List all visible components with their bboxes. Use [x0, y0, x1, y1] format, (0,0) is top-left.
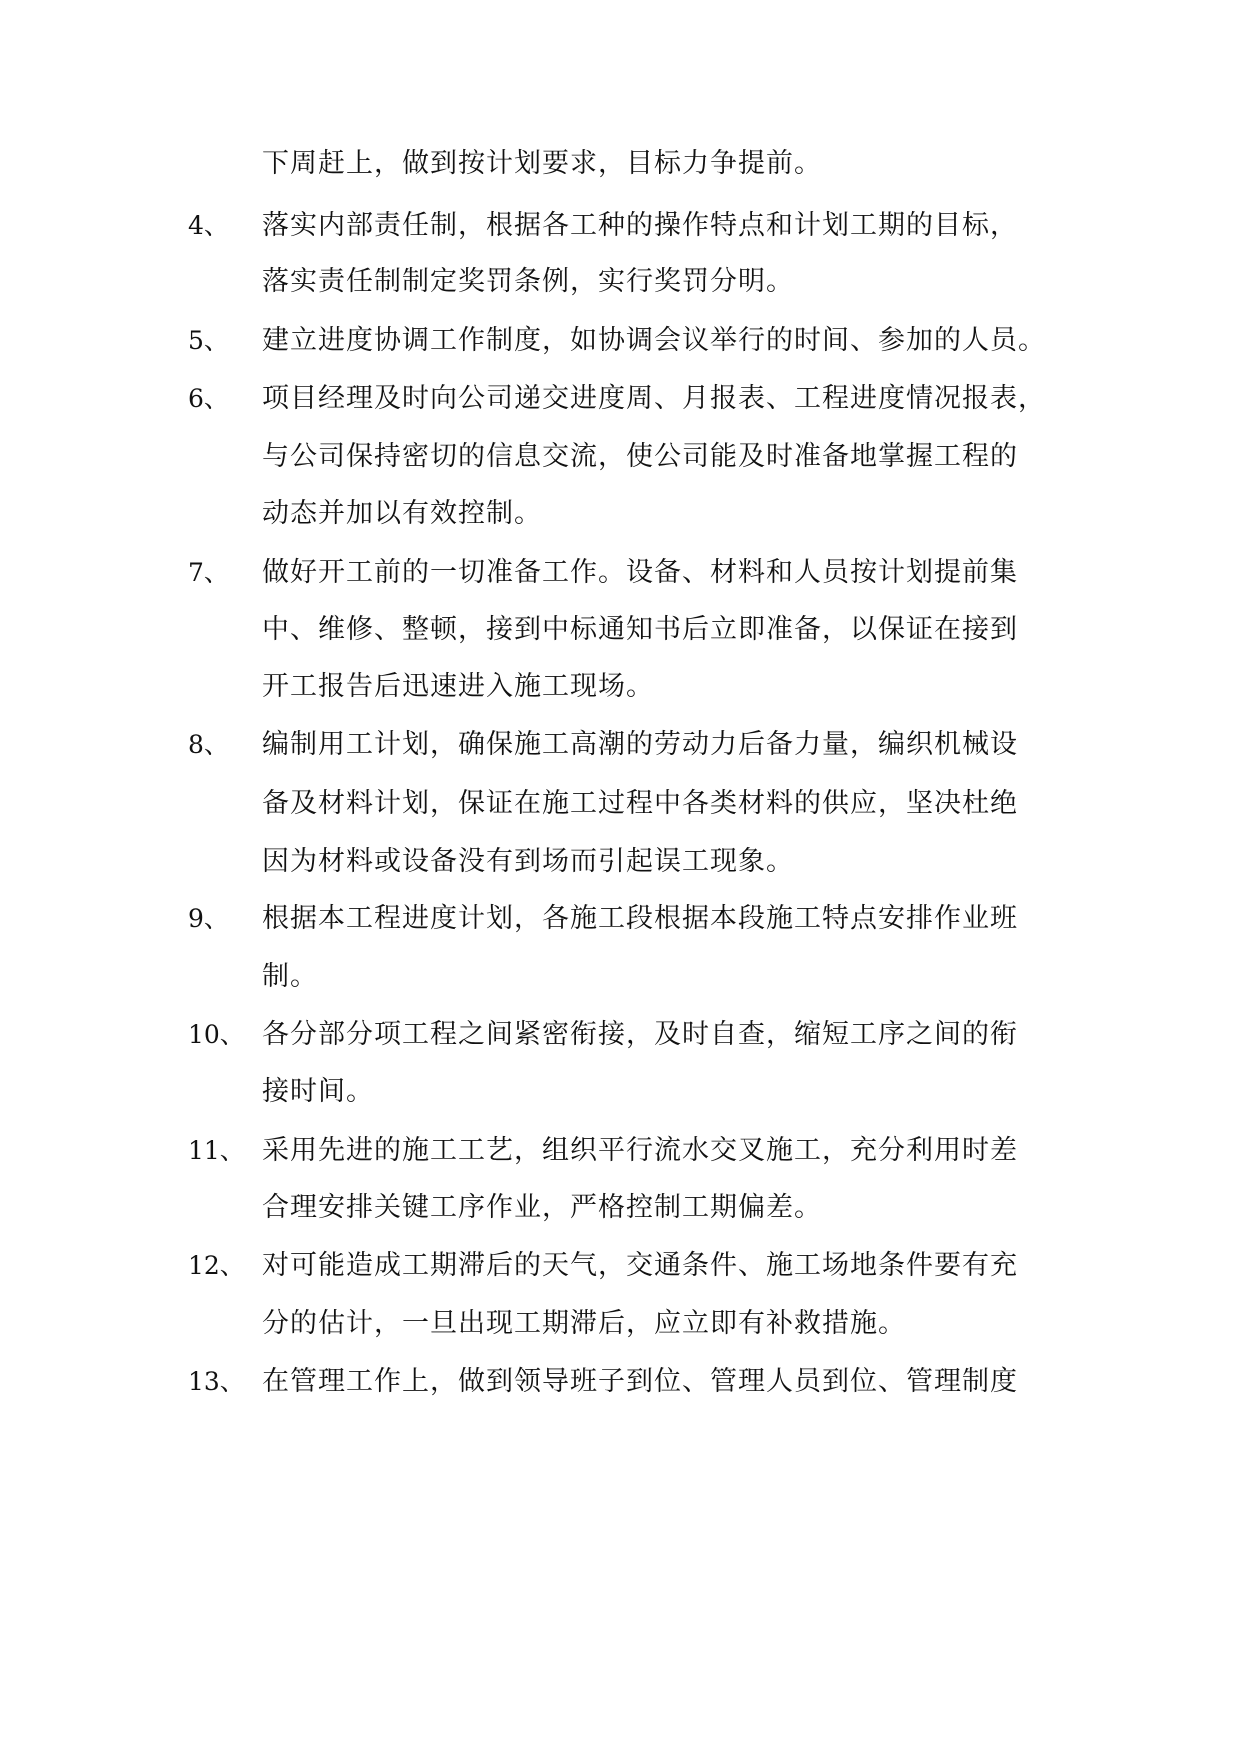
text-line: 落实责任制制定奖罚条例，实行奖罚分明。	[262, 266, 794, 297]
item-number: 9、	[188, 904, 229, 933]
text-line: 制。	[262, 961, 318, 992]
item-number: 7、	[188, 558, 229, 587]
text-line: 落实内部责任制，根据各工种的操作特点和计划工期的目标，	[262, 210, 1018, 241]
item-number: 5、	[188, 326, 229, 355]
text-line: 开工报告后迅速进入施工现场。	[262, 671, 654, 702]
item-number: 10、	[188, 1020, 245, 1049]
text-line: 做好开工前的一切准备工作。设备、材料和人员按计划提前集	[262, 557, 1018, 588]
text-line: 中、维修、整顿，接到中标通知书后立即准备，以保证在接到	[262, 614, 1018, 645]
text-line: 下周赶上，做到按计划要求，目标力争提前。	[262, 148, 822, 179]
text-line: 项目经理及时向公司递交进度周、月报表、工程进度情况报表，	[262, 383, 1046, 414]
text-line: 编制用工计划，确保施工高潮的劳动力后备力量，编织机械设	[262, 729, 1018, 760]
text-line: 因为材料或设备没有到场而引起误工现象。	[262, 846, 794, 877]
text-line: 动态并加以有效控制。	[262, 498, 542, 529]
item-number: 6、	[188, 384, 229, 413]
text-line: 建立进度协调工作制度，如协调会议举行的时间、参加的人员。	[262, 325, 1046, 356]
text-line: 采用先进的施工工艺，组织平行流水交叉施工，充分利用时差	[262, 1135, 1018, 1166]
text-line: 对可能造成工期滞后的天气，交通条件、施工场地条件要有充	[262, 1250, 1018, 1281]
item-number: 8、	[188, 730, 229, 759]
text-line: 分的估计，一旦出现工期滞后，应立即有补救措施。	[262, 1308, 906, 1339]
text-line: 根据本工程进度计划，各施工段根据本段施工特点安排作业班	[262, 903, 1018, 934]
item-number: 11、	[188, 1136, 245, 1165]
text-line: 与公司保持密切的信息交流，使公司能及时准备地掌握工程的	[262, 441, 1018, 472]
text-line: 合理安排关键工序作业，严格控制工期偏差。	[262, 1192, 822, 1223]
item-number: 12、	[188, 1251, 245, 1280]
text-line: 接时间。	[262, 1076, 374, 1107]
text-line: 备及材料计划，保证在施工过程中各类材料的供应，坚决杜绝	[262, 788, 1018, 819]
text-line: 在管理工作上，做到领导班子到位、管理人员到位、管理制度	[262, 1366, 1018, 1397]
item-number: 13、	[188, 1367, 245, 1396]
item-number: 4、	[188, 211, 229, 240]
text-line: 各分部分项工程之间紧密衔接，及时自查，缩短工序之间的衔	[262, 1019, 1018, 1050]
